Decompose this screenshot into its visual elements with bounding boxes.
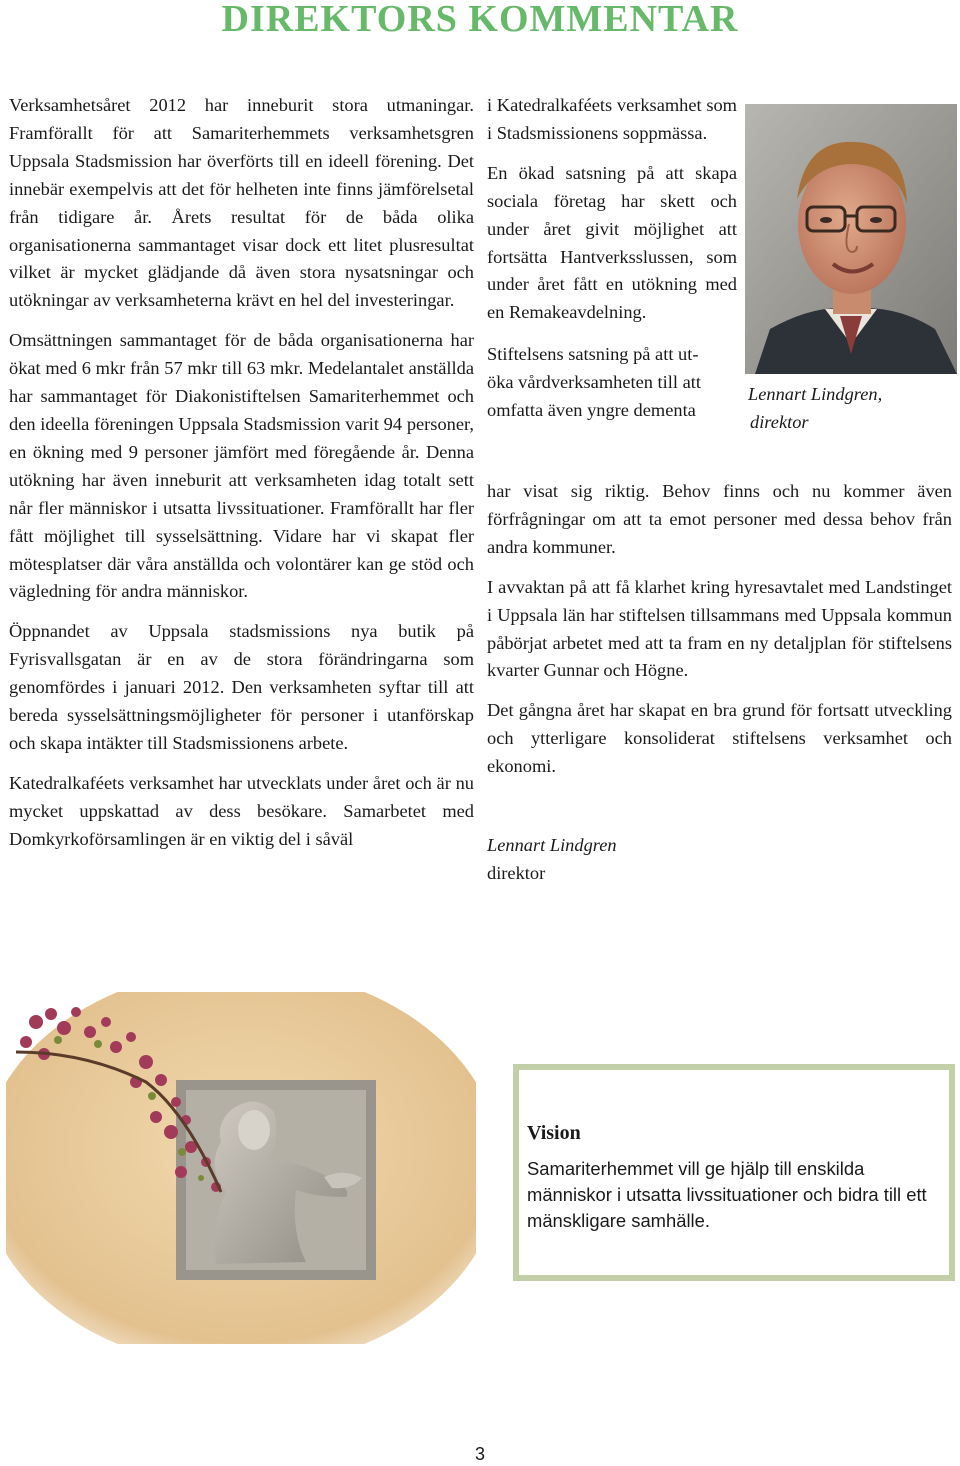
signature-title: direktor	[487, 862, 546, 883]
paragraph: Omsättningen sammantaget för de båda organisationerna har ökat med 6 mkr från 57 mkr till 63 mkr. Medelantalet anställda har sammantaget för Diakonistiftelsen Samariterhemmet och den ideella föreningen Uppsala Stadsmission varit 94 personer, en ökning med 9 personer jämfört med föregående år. Denna utökning har även inneburit att verksamheten idag totalt sett når fler människor i utsatta livssituationer. Framförallt har fler fått möjlighet till sysselsättning. Vidare har vi skapat fler mötesplatser där våra anställda och volontärer kan ge stöd och vägledning för andra människor.	[9, 330, 474, 602]
portrait-illustration	[745, 104, 957, 374]
paragraph: har visat sig riktig. Behov finns och nu kommer även förfrågningar om att ta emot personer med dessa behov från andra kommuner.	[487, 481, 952, 557]
caption-name: Lennart Lindgren,	[748, 384, 883, 404]
caption-role: direktor	[750, 412, 809, 432]
paragraph: En ökad satsning på att skapa sociala företag har skett och under året givit möjlighet att fortsätta Hantverksslussen, som under året fått en utökning med en Remakeavdelning.	[487, 162, 737, 323]
text-line: omfatta även yngre dementa	[487, 400, 696, 421]
wrapped-paragraph-start	[487, 341, 737, 425]
paragraph: Katedralkaféets verksamhet har utvecklats under året och är nu mycket uppskattad av dess besökare. Samarbetet med Domkyrkoförsamlingen är en viktig del i såväl	[9, 772, 474, 849]
vision-box	[513, 1064, 955, 1281]
paragraph: I avvaktan på att få klarhet kring hyresavtalet med Landstinget i Uppsala län har stiftelsen tillsammans med Uppsala kommun påbörjat arbetet med att ta fram en ny detaljplan för stiftelsens kvarter Gunnar och Högne.	[487, 576, 952, 681]
director-portrait-photo	[745, 104, 957, 374]
left-column	[9, 92, 474, 866]
paragraph: Verksamhetsåret 2012 har inneburit stora utmaningar. Framförallt för att Samariterhemmets verksamhetsgren Uppsala Stadsmission har överförts till en ideell förening. Det innebär exempelvis att det för helheten inte finns jämförelsetal från tidigare år. Årets resultat för de båda olika organisationerna sammantaget visar dock ett litet plusresultat vilket är mycket glädjande då även stora nysatsningar och utökningar av verksamheterna krävt en hel del investeringar.	[9, 95, 474, 311]
signature-block	[487, 832, 787, 888]
signature-name: Lennart Lindgren	[487, 835, 617, 855]
paragraph: i Katedralkaféets verksamhet som i Stadsmissionens soppmässa.	[487, 95, 737, 143]
paragraph: Det gångna året har skapat en bra grund för fortsatt utveckling och ytterligare konsoliderat stiftelsens verksamhet och ekonomi.	[487, 700, 952, 777]
vision-text: Samariterhemmet vill ge hjälp till enskilda människor i utsatta livssituationer och bidra till ett mänskligare samhälle.	[527, 1158, 927, 1231]
relief-sculpture-photo	[6, 992, 476, 1344]
vision-title: Vision	[527, 1122, 581, 1144]
page-title: DIREKTORS KOMMENTAR	[221, 0, 739, 40]
relief-illustration	[6, 992, 476, 1344]
right-column-full	[487, 478, 952, 793]
portrait-caption	[748, 380, 958, 436]
paragraph: Öppnandet av Uppsala stadsmissions nya butik på Fyrisvallsgatan är en av de stora förändringarna som genomfördes i januari 2012. Den verksamheten syftar till att bereda sysselsättningsmöjligheter för personer i utanförskap och skapa intäkter till Stadsmissionens arbete.	[9, 621, 474, 753]
page-number: 3	[474, 1444, 485, 1464]
text-line: Stiftelsens satsning på att ut-	[487, 344, 699, 365]
text-line: öka vårdverksamheten till att	[487, 372, 701, 393]
right-column-top	[487, 92, 737, 425]
